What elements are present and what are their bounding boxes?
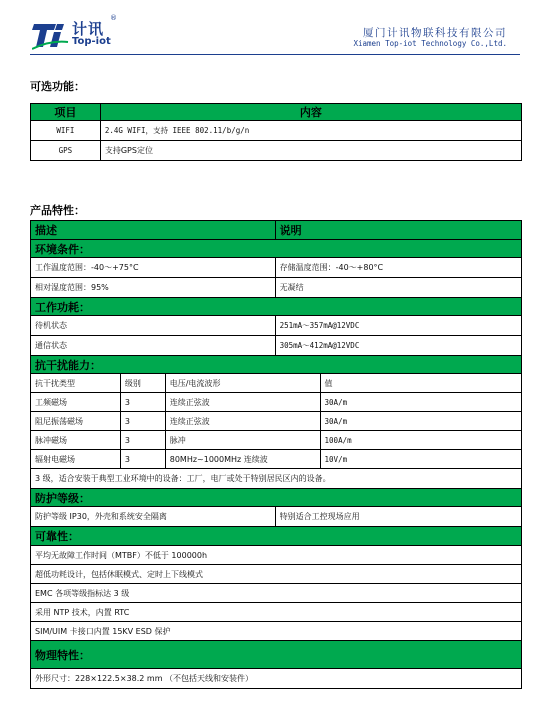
- emi-wave: 连续正弦波: [165, 412, 320, 431]
- emi-level: 3: [120, 393, 165, 412]
- physical-category: [31, 641, 522, 669]
- table-row: [31, 669, 522, 689]
- col-desc: 描述: [31, 221, 276, 240]
- table-row: [31, 278, 522, 298]
- ti-logo-icon: [32, 20, 70, 50]
- env-cell: 无凝结: [275, 278, 521, 298]
- physical-title: 物理特性：: [31, 641, 522, 669]
- option-item: WIFI: [31, 121, 101, 141]
- emi-value: 100A/m: [320, 431, 521, 450]
- reliability-item: 平均无故障工作时间（MTBF）不低于 100000h: [31, 546, 522, 565]
- emi-header-wave: 电压/电流波形: [165, 374, 320, 393]
- emi-value: 30A/m: [320, 412, 521, 431]
- emi-note: 3 级，适合安装于典型工业环境中的设备：工厂，电厂或处于特别居民区内的设备。: [31, 469, 522, 489]
- option-content: 2.4G WIFI，支持 IEEE 802.11/b/g/n: [100, 121, 521, 141]
- table-row: [31, 622, 522, 641]
- registered-mark: ®: [110, 14, 117, 22]
- emi-value: 30A/m: [320, 393, 521, 412]
- protect-category: [31, 489, 522, 507]
- env-cell: 存储温度范围：-40～+80°C: [275, 258, 521, 278]
- features-table: [30, 220, 522, 689]
- power-cell: 待机状态: [31, 316, 276, 336]
- reliability-category: [31, 527, 522, 546]
- emi-header-type: 抗干扰类型: [31, 374, 121, 393]
- physical-size: 外形尺寸：228×122.5×38.2 mm （不包括天线和安装件）: [31, 669, 522, 689]
- table-row: [31, 336, 522, 356]
- table-row: [31, 121, 522, 141]
- emi-header-value: 值: [320, 374, 521, 393]
- company-name-cn: 厦门计讯物联科技有限公司: [363, 27, 507, 39]
- reliability-item: EMC 各项等级指标达 3 级: [31, 584, 522, 603]
- emi-wave: 连续正弦波: [165, 393, 320, 412]
- emi-value: 10V/m: [320, 450, 521, 469]
- optional-table-header: [31, 104, 522, 121]
- col-note: 说明: [275, 221, 521, 240]
- header-divider: [30, 54, 520, 55]
- protect-left: 防护等级 IP30，外壳和系统安全隔离: [31, 507, 276, 527]
- env-category: [31, 240, 522, 258]
- reliability-title: 可靠性：: [31, 527, 522, 546]
- emi-wave: 80MHz~1000MHz 连续波: [165, 450, 320, 469]
- table-row: [31, 584, 522, 603]
- features-section-title: 产品特性：: [30, 204, 85, 217]
- env-cell: 工作温度范围：-40～+75°C: [31, 258, 276, 278]
- table-row: [31, 546, 522, 565]
- emi-category: [31, 356, 522, 374]
- protect-title: 防护等级：: [31, 489, 522, 507]
- table-row: [31, 565, 522, 584]
- table-row: [31, 412, 522, 431]
- emi-level: 3: [120, 450, 165, 469]
- optional-table: [30, 103, 522, 161]
- env-cell: 相对湿度范围：95%: [31, 278, 276, 298]
- protect-right: 特别适合工控现场应用: [275, 507, 521, 527]
- table-row: [31, 141, 522, 161]
- power-cell: 通信状态: [31, 336, 276, 356]
- col-content: 内容: [100, 104, 521, 121]
- table-row: [31, 258, 522, 278]
- table-row: [31, 469, 522, 489]
- power-title: 工作功耗：: [31, 298, 522, 316]
- emi-header-row: [31, 374, 522, 393]
- reliability-item: 超低功耗设计，包括休眠模式、定时上下线模式: [31, 565, 522, 584]
- emi-type: 工频磁场: [31, 393, 121, 412]
- emi-type: 脉冲磁场: [31, 431, 121, 450]
- env-title: 环境条件：: [31, 240, 522, 258]
- logo-text-en: Top-iot: [72, 36, 111, 47]
- option-content: 支持GPS定位: [100, 141, 521, 161]
- optional-section-title: 可选功能：: [30, 80, 85, 93]
- page-header: [0, 0, 552, 62]
- power-cell: 251mA～357mA@12VDC: [275, 316, 521, 336]
- emi-level: 3: [120, 431, 165, 450]
- reliability-item: 采用 NTP 技术，内置 RTC: [31, 603, 522, 622]
- table-row: [31, 603, 522, 622]
- table-row: [31, 431, 522, 450]
- power-category: [31, 298, 522, 316]
- option-item: GPS: [31, 141, 101, 161]
- emi-type: 辐射电磁场: [31, 450, 121, 469]
- table-row: [31, 393, 522, 412]
- emi-level: 3: [120, 412, 165, 431]
- table-row: [31, 316, 522, 336]
- reliability-item: SIM/UIM 卡接口内置 15KV ESD 保护: [31, 622, 522, 641]
- emi-type: 阻尼振荡磁场: [31, 412, 121, 431]
- emi-header-level: 级别: [120, 374, 165, 393]
- table-row: [31, 450, 522, 469]
- col-item: 项目: [31, 104, 101, 121]
- company-name-en: Xiamen Top-iot Technology Co.,Ltd.: [353, 39, 507, 48]
- emi-wave: 脉冲: [165, 431, 320, 450]
- features-table-header: [31, 221, 522, 240]
- logo-text-cn: 计讯: [72, 20, 105, 38]
- power-cell: 305mA～412mA@12VDC: [275, 336, 521, 356]
- company-logo: [32, 14, 122, 52]
- table-row: [31, 507, 522, 527]
- emi-title: 抗干扰能力：: [31, 356, 522, 374]
